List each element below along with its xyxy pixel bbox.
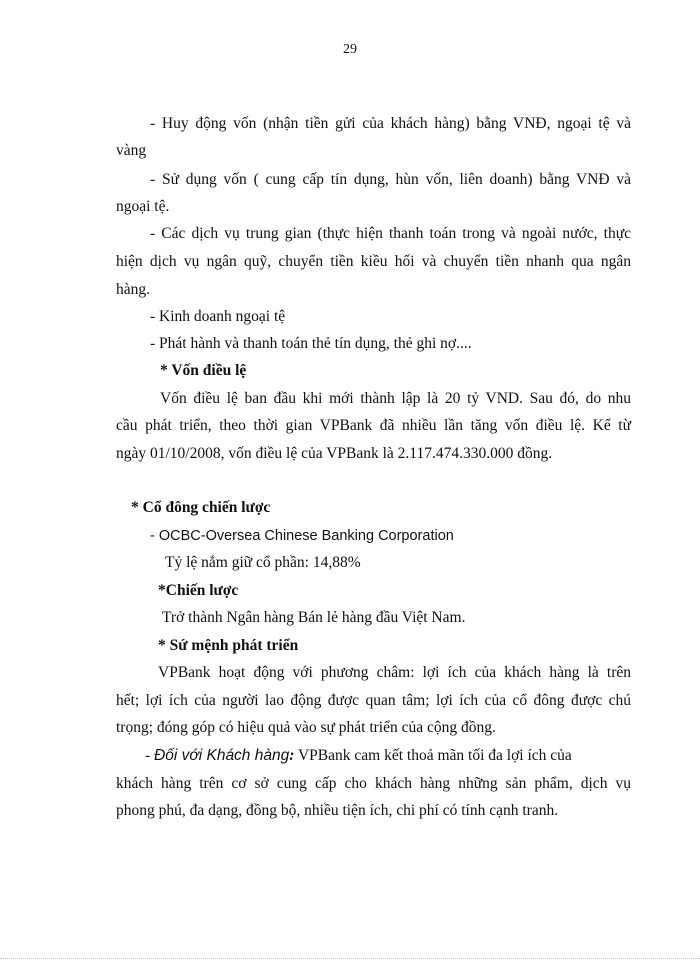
text-line: khách hàng trên cơ sở cung cấp cho khách hàng những sản phẩm, dịch vụ <box>116 775 631 792</box>
text-line: - Phát hành và thanh toán thẻ tín dụng, thẻ ghi nợ.... <box>150 335 472 352</box>
text-line: Tỷ lệ nắm giữ cổ phần: 14,88% <box>165 554 361 571</box>
text-line: hết; lợi ích của người lao động được quan tâm; lợi ích của cổ đông được chú <box>116 692 631 709</box>
text-line: Trở thành Ngân hàng Bán lẻ hàng đầu Việt Nam. <box>162 609 466 626</box>
page-number: 29 <box>343 42 357 57</box>
text-rest: VPBank cam kết thoả mãn tối đa lợi ích của <box>294 747 572 764</box>
text-line: - OCBC-Oversea Chinese Banking Corporation <box>150 528 454 544</box>
text-line: - Huy động vốn (nhận tiền gửi của khách hàng) bằng VNĐ, ngoại tệ và <box>150 115 631 132</box>
section-heading: * Vốn điều lệ <box>160 362 247 379</box>
section-heading: * Cổ đông chiến lược <box>131 499 271 516</box>
text-line: trọng; đóng góp có hiệu quả vào sự phát triển của cộng đồng. <box>116 719 496 736</box>
section-heading: * Sứ mệnh phát triển <box>158 637 299 654</box>
dash: - <box>145 747 155 764</box>
colon: : <box>289 747 295 764</box>
text-line: VPBank hoạt động với phương châm: lợi ích của khách hàng là trên <box>158 664 631 681</box>
text-line: hàng. <box>116 281 151 298</box>
text-line: - Kinh doanh ngoại tệ <box>150 308 286 325</box>
section-heading: *Chiến lược <box>158 582 239 599</box>
text-line: Vốn điều lệ ban đầu khi mới thành lập là 20 tỷ VND. Sau đó, do nhu <box>160 390 631 407</box>
text-line: hiện dịch vụ ngân quỹ, chuyển tiền kiều hối và chuyển tiền nhanh qua ngân <box>116 253 631 270</box>
text-line-mixed <box>145 746 572 766</box>
italic-phrase: Đối với Khách hàng <box>154 747 290 764</box>
text-line: - Sử dụng vốn ( cung cấp tín dụng, hùn vốn, liên doanh) bằng VNĐ và <box>150 171 631 188</box>
text-line: cầu phát triển, theo thời gian VPBank đã nhiều lần tăng vốn điều lệ. Kể từ <box>116 417 631 434</box>
text-line: - Các dịch vụ trung gian (thực hiện thanh toán trong và ngoài nước, thực <box>150 225 631 242</box>
text-line: ngày 01/10/2008, vốn điều lệ của VPBank là 2.117.474.330.000 đồng. <box>116 445 553 462</box>
text-line: ngoại tệ. <box>116 198 170 215</box>
page-bottom-rule <box>0 958 700 959</box>
text-line: vàng <box>116 142 147 159</box>
text-line: phong phú, đa dạng, đồng bộ, nhiều tiện ích, chi phí có tính cạnh tranh. <box>116 802 559 819</box>
